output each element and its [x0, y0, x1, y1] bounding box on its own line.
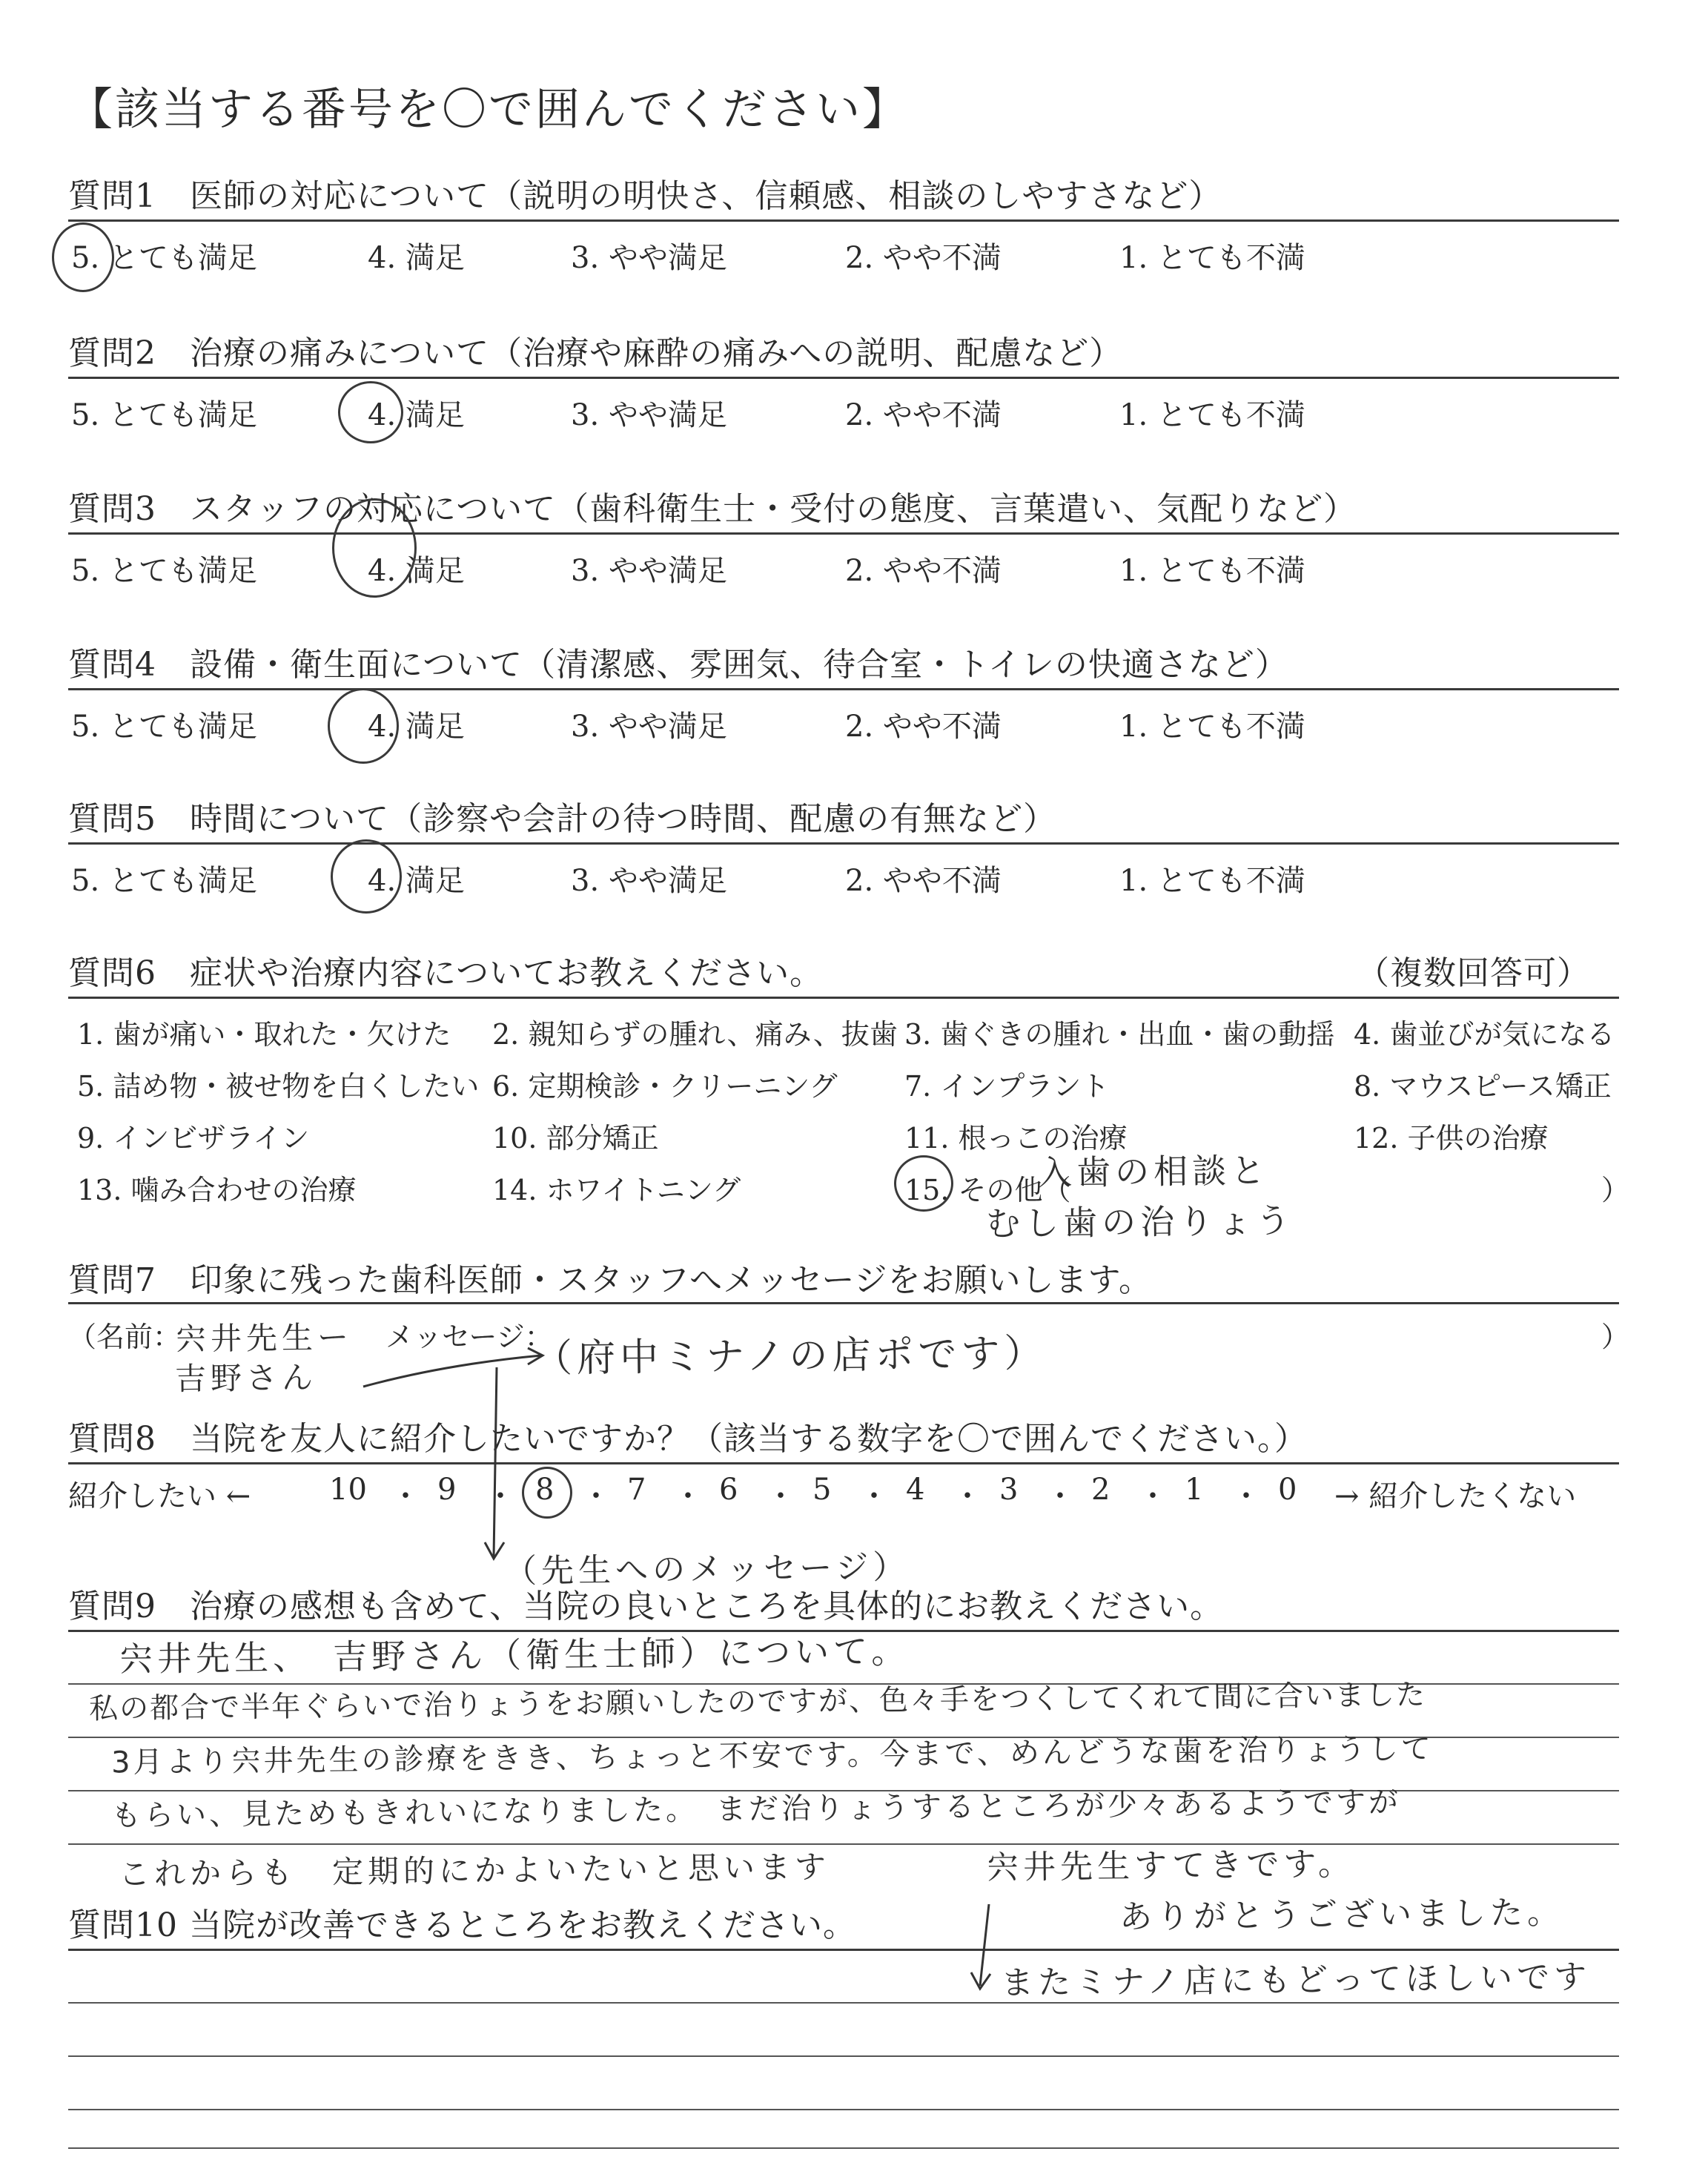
symptom-option-11[interactable]: 11. 根っこの治療 [904, 1122, 1128, 1155]
answer-line [68, 1843, 1619, 1845]
option-4[interactable]: 4. 満足 [368, 241, 465, 275]
scale-dot: ・ [1138, 1479, 1168, 1513]
impression-line-4: もらい、見ためもきれいになりました。 まだ治りょうするところが少々あるようですが [110, 1785, 1402, 1834]
option-1[interactable]: 1. とても不満 [1119, 241, 1305, 275]
symptom-option-2[interactable]: 2. 親知らずの腫れ、痛み、抜歯 [492, 1018, 898, 1051]
scale-number-0[interactable]: 0 [1278, 1473, 1297, 1507]
scale-dot: ・ [859, 1479, 889, 1513]
symptom-option-7[interactable]: 7. インプラント [904, 1070, 1110, 1103]
symptom-option-1[interactable]: 1. 歯が痛い・取れた・欠けた [77, 1018, 451, 1051]
scale-dot: ・ [1045, 1479, 1075, 1513]
question-10-title: 質問10 当院が改善できるところをお教えください。 [68, 1906, 856, 1944]
question-9-title: 質問9 治療の感想も含めて、当院の良いところを具体的にお教えください。 [68, 1588, 1224, 1625]
scale-number-8[interactable]: 8 [535, 1473, 555, 1507]
option-5[interactable]: 5. とても満足 [71, 554, 257, 588]
recommend-scale-right: → 紹介したくない [1334, 1479, 1577, 1513]
symptom-option-9[interactable]: 9. インビザライン [77, 1122, 310, 1155]
option-3[interactable]: 3. やや満足 [571, 241, 727, 275]
answer-line [68, 2002, 1619, 2004]
answer-circle [522, 1467, 572, 1519]
option-3[interactable]: 3. やや満足 [571, 710, 727, 744]
recommend-scale-left: 紹介したい ← [68, 1479, 251, 1513]
arrow-icon [964, 1898, 1008, 2002]
impression-line-6: 宍井先生すてきです。 [985, 1845, 1356, 1887]
symptom-option-15[interactable]: 15. その他（ [904, 1174, 1071, 1206]
option-4[interactable]: 4. 満足 [368, 710, 465, 744]
form-header: 【該当する番号を〇で囲んでください】 [68, 84, 909, 136]
scale-dot: ・ [581, 1479, 611, 1513]
divider [68, 997, 1619, 999]
scale-number-7[interactable]: 7 [627, 1473, 646, 1507]
name-label: （名前： [68, 1321, 182, 1353]
answer-circle [331, 839, 402, 914]
scale-number-4[interactable]: 4 [906, 1473, 925, 1507]
option-5[interactable]: 5. とても満足 [71, 241, 257, 275]
answer-circle [328, 688, 399, 764]
scale-dot: ・ [953, 1479, 982, 1513]
scale-dot: ・ [1231, 1479, 1261, 1513]
option-5[interactable]: 5. とても満足 [71, 398, 257, 432]
scale-number-2[interactable]: 2 [1091, 1473, 1110, 1507]
impression-line-3: 3月より宍井先生の診療をきき、ちょっと不安です。今まで、めんどうな歯を治りょうして [110, 1731, 1434, 1780]
symptom-option-4[interactable]: 4. 歯並びが気になる [1354, 1018, 1615, 1051]
scale-dot: ・ [766, 1479, 795, 1513]
answer-line [68, 2055, 1619, 2057]
question-1-title: 質問1 医師の対応について（説明の明快さ、信頼感、相談のしやすさなど） [68, 177, 1222, 215]
option-5[interactable]: 5. とても満足 [71, 864, 257, 898]
option-1[interactable]: 1. とても不満 [1119, 864, 1305, 898]
other-symptom-text-2: むし歯の治りょう [985, 1200, 1295, 1244]
option-1[interactable]: 1. とても不満 [1119, 710, 1305, 744]
multiple-answers-note: （複数回答可） [1357, 954, 1590, 992]
question-5-title: 質問5 時間について（診察や会計の待つ時間、配慮の有無など） [68, 800, 1057, 838]
other-symptom-text-1: 入歯の相談と [1037, 1150, 1270, 1193]
symptom-option-12[interactable]: 12. 子供の治療 [1354, 1122, 1549, 1155]
option-5[interactable]: 5. とても満足 [71, 710, 257, 744]
divider [68, 1949, 1619, 1951]
option-2[interactable]: 2. やや不満 [845, 398, 1002, 432]
option-2[interactable]: 2. やや不満 [845, 710, 1002, 744]
option-2[interactable]: 2. やや不満 [845, 864, 1002, 898]
answer-line [68, 2109, 1619, 2110]
option-4[interactable]: 4. 満足 [368, 398, 465, 432]
divider [68, 377, 1619, 379]
divider [68, 688, 1619, 690]
scale-number-1[interactable]: 1 [1185, 1473, 1204, 1507]
question-6-title: 質問6 症状や治療内容についてお教えください。 [68, 954, 824, 992]
symptom-option-3[interactable]: 3. 歯ぐきの腫れ・出血・歯の動揺 [904, 1018, 1335, 1051]
option-2[interactable]: 2. やや不満 [845, 554, 1002, 588]
symptom-option-5[interactable]: 5. 詰め物・被せ物を白くしたい [77, 1070, 480, 1103]
message-text: （府中ミナノの店ポです） [533, 1331, 1047, 1381]
improvement-line-1: またミナノ店にもどってほしいです [1000, 1958, 1592, 2003]
impression-line-7: ありがとうございました。 [1119, 1893, 1565, 1937]
option-1[interactable]: 1. とても不満 [1119, 398, 1305, 432]
option-4[interactable]: 4. 満足 [368, 554, 465, 588]
message-close: ） [1601, 1321, 1630, 1353]
answer-circle [338, 381, 403, 443]
question-4-title: 質問4 設備・衛生面について（清潔感、雰囲気、待合室・トイレの快適さなど） [68, 646, 1288, 684]
option-2[interactable]: 2. やや不満 [845, 241, 1002, 275]
message-label: メッセージ： [385, 1321, 553, 1353]
answer-circle [332, 498, 417, 598]
option-1[interactable]: 1. とても不満 [1119, 554, 1305, 588]
symptom-option-8[interactable]: 8. マウスピース矯正 [1354, 1070, 1612, 1103]
question-8-title: 質問8 当院を友人に紹介したいですか？（該当する数字を〇で囲んでください。） [68, 1420, 1308, 1458]
teacher-message-note: （先生へのメッセージ） [503, 1548, 910, 1591]
symptom-option-6[interactable]: 6. 定期検診・クリーニング [492, 1070, 838, 1103]
scale-dot: ・ [391, 1479, 420, 1513]
symptom-option-14[interactable]: 14. ホワイトニング [492, 1174, 741, 1206]
answer-circle [52, 222, 114, 292]
answer-circle [894, 1155, 953, 1212]
option-3[interactable]: 3. やや満足 [571, 554, 727, 588]
scale-dot: ・ [673, 1479, 703, 1513]
option-3[interactable]: 3. やや満足 [571, 864, 727, 898]
divider [68, 1462, 1619, 1464]
divider [68, 842, 1619, 845]
question-2-title: 質問2 治療の痛みについて（治療や麻酔の痛みへの説明、配慮など） [68, 334, 1123, 372]
scale-dot: ・ [486, 1479, 515, 1513]
impression-line-2: 私の都合で半年ぐらいで治りょうをお願いしたのですが、色々手をつくしてくれて間に合いました [88, 1678, 1427, 1726]
arrow-icon [474, 1364, 519, 1572]
scale-number-5[interactable]: 5 [812, 1473, 832, 1507]
question-3-title: 質問3 スタッフの対応について（歯科衛生士・受付の態度、言葉遣い、気配りなど） [68, 490, 1357, 528]
staff-name-1: 宍井先生ー [174, 1318, 354, 1358]
answer-line [68, 2147, 1619, 2149]
impression-line-1: 宍井先生、 吉野さん（衛生士師）について。 [118, 1631, 910, 1680]
divider [68, 219, 1619, 222]
scale-number-10[interactable]: 10 [329, 1473, 367, 1507]
divider [68, 532, 1619, 535]
question-7-title: 質問7 印象に残った歯科医師・スタッフへメッセージをお願いします。 [68, 1261, 1152, 1299]
staff-name-2: 吉野さん [174, 1358, 318, 1398]
symptom-option-13[interactable]: 13. 噛み合わせの治療 [77, 1174, 357, 1206]
scale-number-3[interactable]: 3 [999, 1473, 1019, 1507]
symptom-option-15-close: ） [1601, 1174, 1630, 1206]
scale-number-9[interactable]: 9 [437, 1473, 457, 1507]
divider [68, 1302, 1619, 1304]
symptom-option-10[interactable]: 10. 部分矯正 [492, 1122, 659, 1155]
option-3[interactable]: 3. やや満足 [571, 398, 727, 432]
option-4[interactable]: 4. 満足 [368, 864, 465, 898]
scale-number-6[interactable]: 6 [719, 1473, 738, 1507]
arrow-icon [356, 1335, 563, 1401]
impression-line-5: これからも 定期的にかよいたいと思います [118, 1848, 831, 1893]
